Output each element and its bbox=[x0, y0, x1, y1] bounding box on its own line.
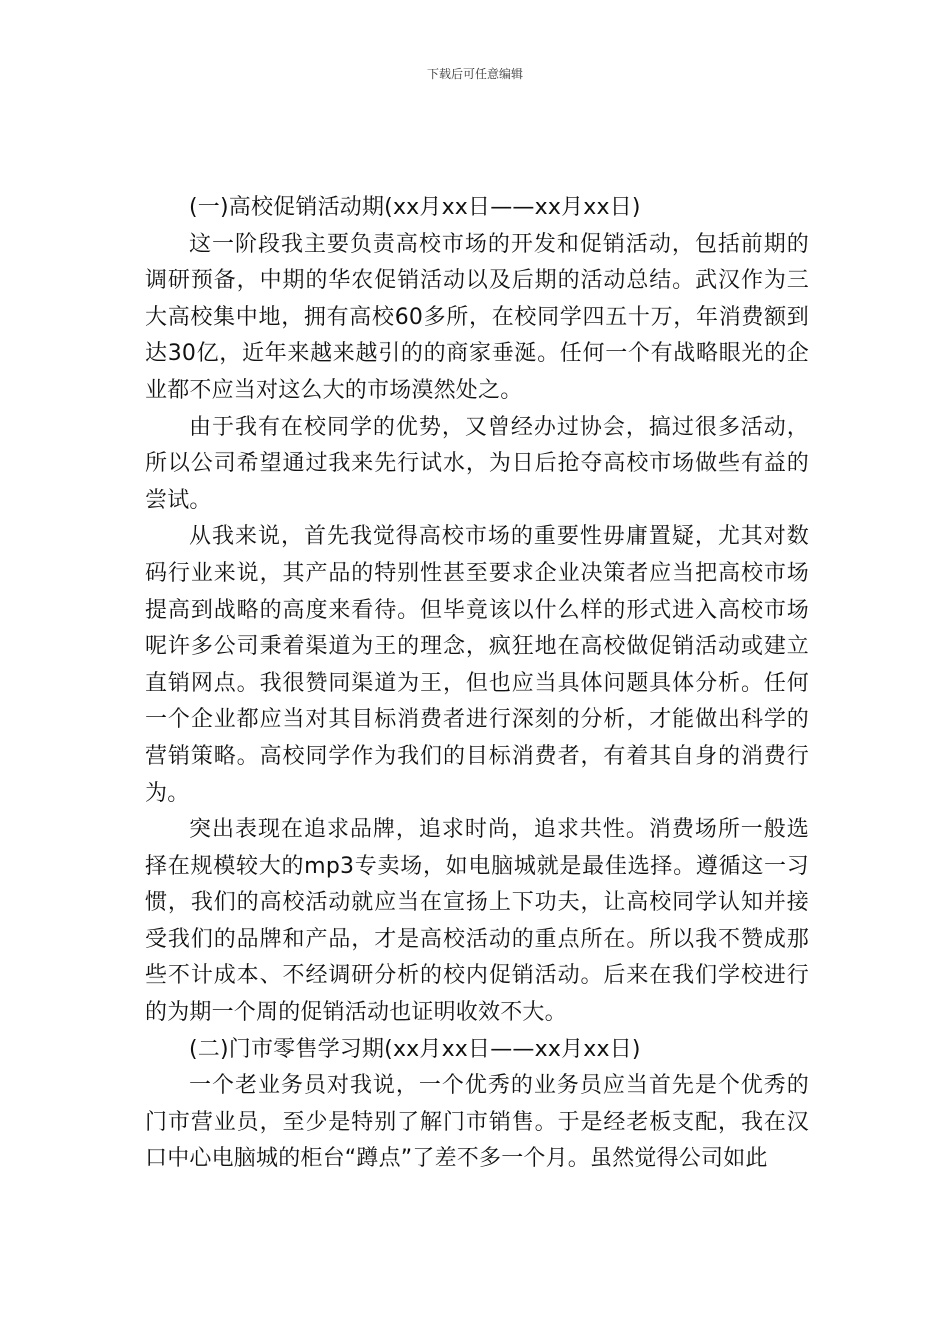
paragraph: 这一阶段我主要负责高校市场的开发和促销活动，包括前期的调研预备，中期的华农促销活动以及后期的活动总结。武汉作为三大高校集中地，拥有高校60多所，在校同学四五十万，年消费额到达30亿，近年来越来越引的的商家垂涎。任何一个有战略眼光的企业都不应当对这么大的市场漠然处之。 bbox=[145, 231, 809, 403]
section-heading-2: (二)门市零售学习期(xx月xx日——xx月xx日) bbox=[189, 1036, 641, 1062]
paragraph: 突出表现在追求品牌，追求时尚，追求共性。消费场所一般选择在规模较大的mp3专卖场，如电脑城就是最佳选择。遵循这一习惯，我们的高校活动就应当在宣扬上下功夫，让高校同学认知并接受我们的品牌和产品，才是高校活动的重点所在。所以我不赞成那些不计成本、不经调研分析的校内促销活动。后来在我们学校进行的为期一个周的促销活动也证明收效不大。 bbox=[145, 817, 809, 1026]
document-body bbox=[145, 190, 809, 1178]
section-heading-1: (一)高校促销活动期(xx月xx日——xx月xx日) bbox=[189, 195, 641, 220]
paragraph: 从我来说，首先我觉得高校市场的重要性毋庸置疑，尤其对数码行业来说，其产品的特别性甚至要求企业决策者应当把高校市场提高到战略的高度来看待。但毕竟该以什么样的形式进入高校市场呢许多公司秉着渠道为王的理念，疯狂地在高校做促销活动或建立直销网点。我很赞同渠道为王，但也应当具体问题具体分析。任何一个企业都应当对其目标消费者进行深刻的分析，才能做出科学的营销策略。高校同学作为我们的目标消费者，有着其自身的消费行为。 bbox=[145, 524, 809, 806]
page-header-note: 下载后可任意编辑 bbox=[426, 67, 523, 81]
paragraph: 一个老业务员对我说，一个优秀的业务员应当首先是个优秀的门市营业员，至少是特别了解门市销售。于是经老板支配，我在汉口中心电脑城的柜台“蹲点”了差不多一个月。虽然觉得公司如此 bbox=[145, 1073, 809, 1172]
paragraph: 由于我有在校同学的优势，又曾经办过协会，搞过很多活动，所以公司希望通过我来先行试水，为日后抢夺高校市场做些有益的尝试。 bbox=[145, 414, 809, 513]
